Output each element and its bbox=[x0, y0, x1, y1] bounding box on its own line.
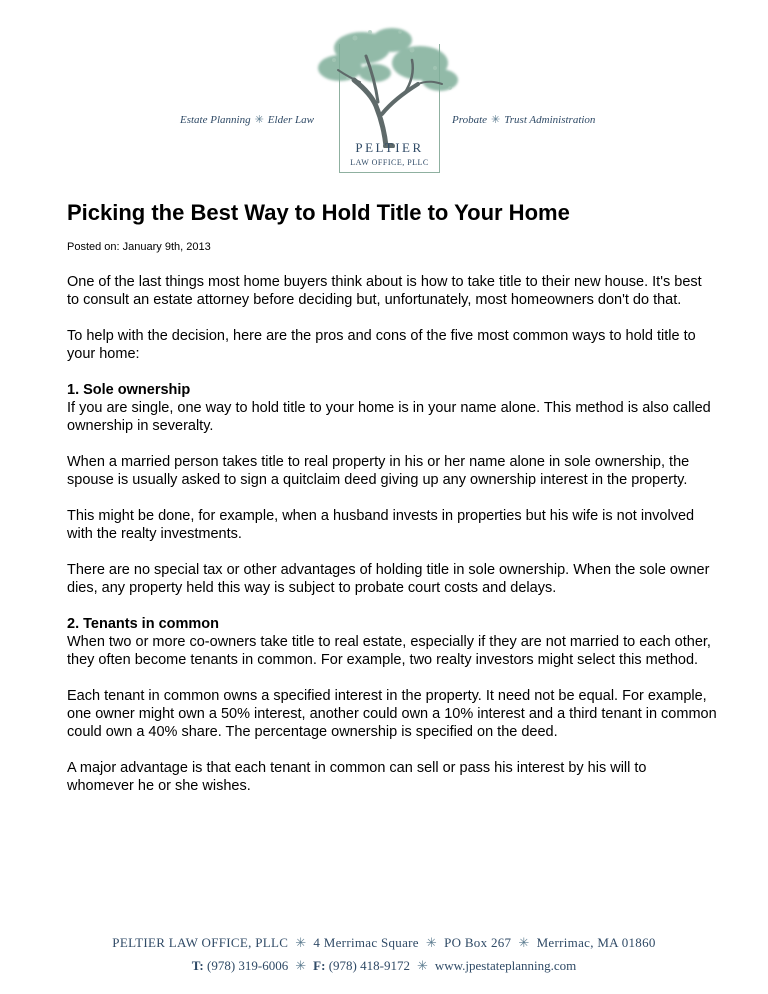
firm-subtitle: LAW OFFICE, PLLC bbox=[350, 158, 429, 167]
tagline-left bbox=[180, 113, 314, 126]
tagline-estate-planning: Estate Planning bbox=[180, 114, 251, 126]
section-paragraph: This might be done, for example, when a husband invests in properties but his wife is not involved with the realty investments. bbox=[67, 508, 695, 542]
footer-address-line bbox=[0, 935, 768, 951]
tagline-probate: Probate bbox=[452, 114, 488, 126]
firm-name: PELTIER bbox=[355, 140, 424, 155]
footer-city: Merrimac, MA 01860 bbox=[536, 935, 656, 950]
separator-icon: ✳ bbox=[254, 114, 264, 126]
footer-tel: (978) 319-6006 bbox=[207, 958, 289, 973]
tagline-right bbox=[452, 113, 595, 126]
footer-tel-label: T: bbox=[191, 958, 204, 973]
separator-icon: ✳ bbox=[491, 114, 501, 126]
letterhead bbox=[0, 0, 768, 185]
posted-date: Posted on: January 9th, 2013 bbox=[67, 241, 211, 253]
section-heading-sole-ownership: 1. Sole ownership bbox=[67, 382, 191, 398]
tagline-trust-administration: Trust Administration bbox=[504, 114, 596, 126]
footer-address: 4 Merrimac Square bbox=[313, 935, 419, 950]
article-title: Picking the Best Way to Hold Title to Your Home bbox=[67, 200, 570, 225]
separator-icon: ✳ bbox=[416, 958, 428, 973]
separator-icon: ✳ bbox=[518, 935, 530, 950]
separator-icon: ✳ bbox=[425, 935, 438, 950]
separator-icon: ✳ bbox=[295, 958, 307, 973]
footer-fax-label: F: bbox=[313, 958, 326, 973]
oak-tree-logo-icon bbox=[300, 18, 470, 148]
intro-paragraph: One of the last things most home buyers think about is how to take title to their new house. It's best to consult an estate attorney before deciding but, unfortunately, most homeowners don't do that. bbox=[67, 274, 702, 308]
section-heading-tenants-in-common: 2. Tenants in common bbox=[67, 616, 220, 632]
section-paragraph: There are no special tax or other advantages of holding title in sole ownership. When the sole owner dies, any property held this way is subject to probate court costs and delays. bbox=[67, 562, 710, 596]
footer-contact-line bbox=[0, 958, 768, 974]
section-paragraph: Each tenant in common owns a specified interest in the property. It need not be equal. For example, one owner might own a 50% interest, another could own a 10% interest and a third tenant in common could own a 40% share. The percentage ownership is specified on the deed. bbox=[67, 688, 717, 740]
section-paragraph: A major advantage is that each tenant in common can sell or pass his interest by his will to whomever he or she wishes. bbox=[67, 760, 647, 794]
article bbox=[67, 199, 717, 795]
footer-website-link[interactable]: www.jpestateplanning.com bbox=[434, 958, 577, 973]
footer-fax: (978) 418-9172 bbox=[328, 958, 410, 973]
separator-icon: ✳ bbox=[295, 935, 307, 950]
intro-paragraph: To help with the decision, here are the pros and cons of the five most common ways to hold title to your home: bbox=[67, 328, 696, 362]
tagline-elder-law: Elder Law bbox=[267, 114, 314, 126]
section-paragraph: When two or more co-owners take title to real estate, especially if they are not married to each other, they often become tenants in common. For example, two realty investors might select this method. bbox=[67, 634, 711, 668]
footer-po-box: PO Box 267 bbox=[444, 935, 512, 950]
footer-firm-name: PELTIER LAW OFFICE, PLLC bbox=[112, 935, 289, 950]
section-paragraph: If you are single, one way to hold title to your home is in your name alone. This method is also called ownership in severalty. bbox=[67, 400, 711, 434]
section-paragraph: When a married person takes title to real property in his or her name alone in sole ownership, the spouse is usually asked to sign a quitclaim deed giving up any ownership interest in the property. bbox=[67, 454, 690, 488]
